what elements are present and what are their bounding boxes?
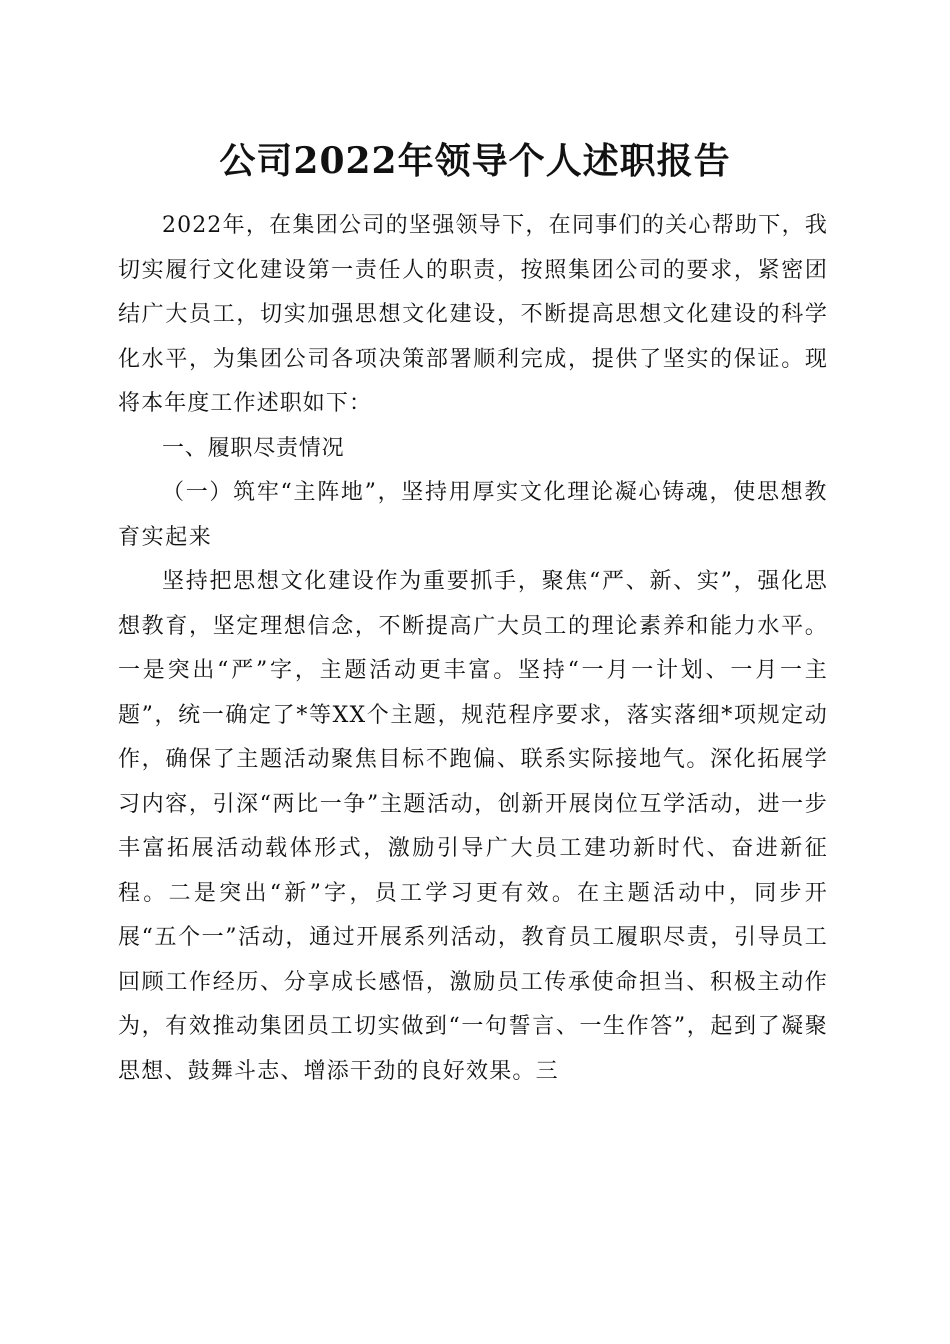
body-paragraph: 坚持把思想文化建设作为重要抓手，聚焦“严、新、实”，强化思想教育，坚定理想信念，不断提高广大员工的理论素养和能力水平。一是突出“严”字，主题活动更丰富。坚持“一月一计划、一月一主题”，统一确定了*等XX个主题，规范程序要求，落实落细*项规定动作，确保了主题活动聚焦目标不跑偏、联系实际接地气。深化拓展学习内容，引深“两比一争”主题活动，创新开展岗位互学活动，进一步丰富拓展活动载体形式，激励引导广大员工建功新时代、奋进新征程。二是突出“新”字，员工学习更有效。在主题活动中，同步开展“五个一”活动，通过开展系列活动，教育员工履职尽责，引导员工回顾工作经历、分享成长感悟，激励员工传承使命担当、积极主动作为，有效推动集团员工切实做到“一句誓言、一生作答”，起到了凝聚思想、鼓舞斗志、增添干劲的良好效果。三 — [118, 569, 828, 1084]
section-heading: 一、履职尽责情况 — [162, 435, 345, 461]
document-body — [118, 204, 828, 1094]
intro-paragraph: 2022年，在集团公司的坚强领导下，在同事们的关心帮助下，我切实履行文化建设第一责任人的职责，按照集团公司的要求，紧密团结广大员工，切实加强思想文化建设，不断提高思想文化建设的科学化水平，为集团公司各项决策部署顺利完成，提供了坚实的保证。现将本年度工作述职如下： — [118, 213, 828, 416]
subsection-heading: （一）筑牢“主阵地”，坚持用厚实文化理论凝心铸魂，使思想教育实起来 — [118, 480, 828, 550]
document-title: 公司2022年领导个人述职报告 — [219, 140, 731, 182]
